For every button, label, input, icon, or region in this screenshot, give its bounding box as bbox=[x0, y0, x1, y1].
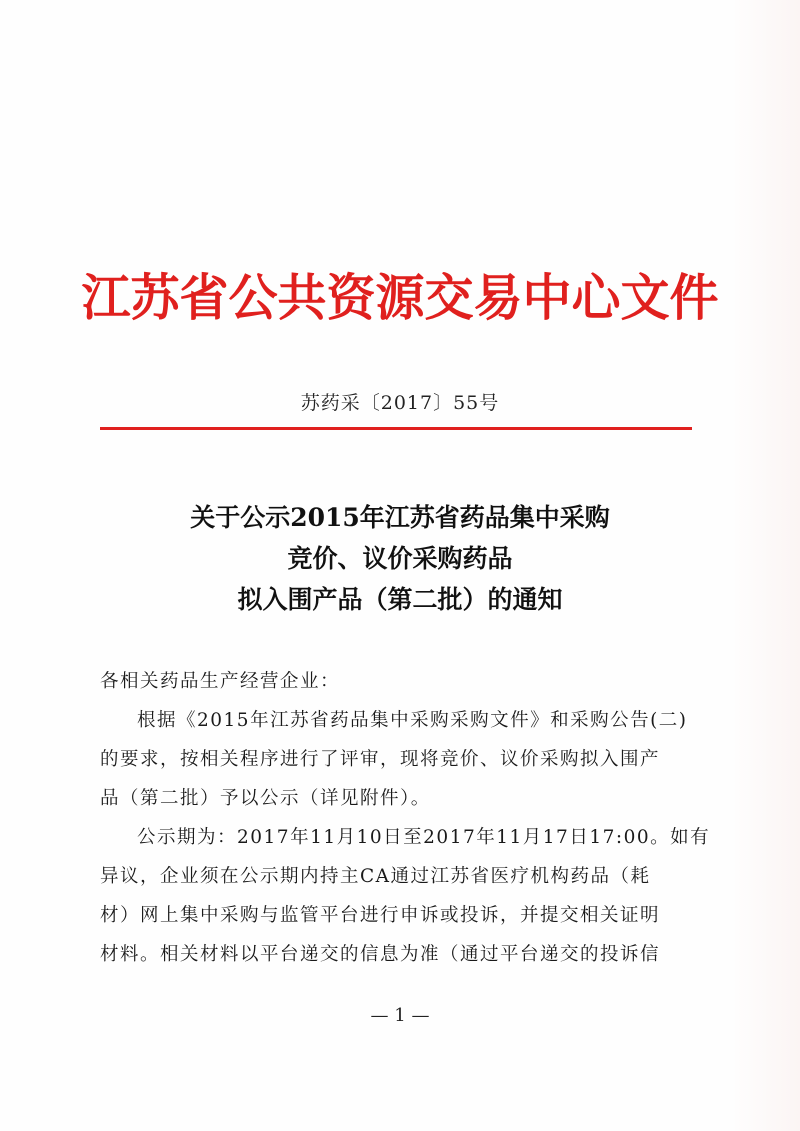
page-number: — 1 — bbox=[370, 1005, 430, 1026]
paragraph-1-line-1: 根据《2015年江苏省药品集中采购采购文件》和采购公告(二) bbox=[137, 710, 688, 731]
paragraph-2-line-2: 异议，企业须在公示期内持主CA通过江苏省医疗机构药品（耗 bbox=[100, 866, 651, 887]
paragraph-1-line-2: 的要求，按相关程序进行了评审，现将竞价、议价采购拟入围产 bbox=[100, 749, 661, 770]
paragraph-1-line-3: 品（第二批）予以公示（详见附件）。 bbox=[100, 788, 431, 809]
notice-title bbox=[0, 497, 800, 620]
notice-body bbox=[100, 662, 711, 974]
salutation: 各相关药品生产经营企业： bbox=[100, 671, 341, 692]
document-number: 苏药采〔2017〕55号 bbox=[300, 392, 500, 414]
notice-title-line-1: 关于公示2015年江苏省药品集中采购 bbox=[190, 503, 610, 532]
red-divider-line bbox=[100, 427, 692, 430]
paragraph-2-line-3: 材）网上集中采购与监管平台进行申诉或投诉，并提交相关证明 bbox=[100, 905, 661, 926]
paragraph-2-line-1: 公示期为：2017年11月10日至2017年11月17日17:00。如有 bbox=[137, 827, 711, 848]
issuer-red-header: 江苏省公共资源交易中心文件 bbox=[81, 269, 719, 327]
paragraph-2-line-4: 材料。相关材料以平台递交的信息为准（通过平台递交的投诉信 bbox=[100, 944, 661, 965]
notice-title-line-3: 拟入围产品（第二批）的通知 bbox=[237, 585, 563, 614]
notice-title-line-2: 竞价、议价采购药品 bbox=[287, 544, 513, 573]
